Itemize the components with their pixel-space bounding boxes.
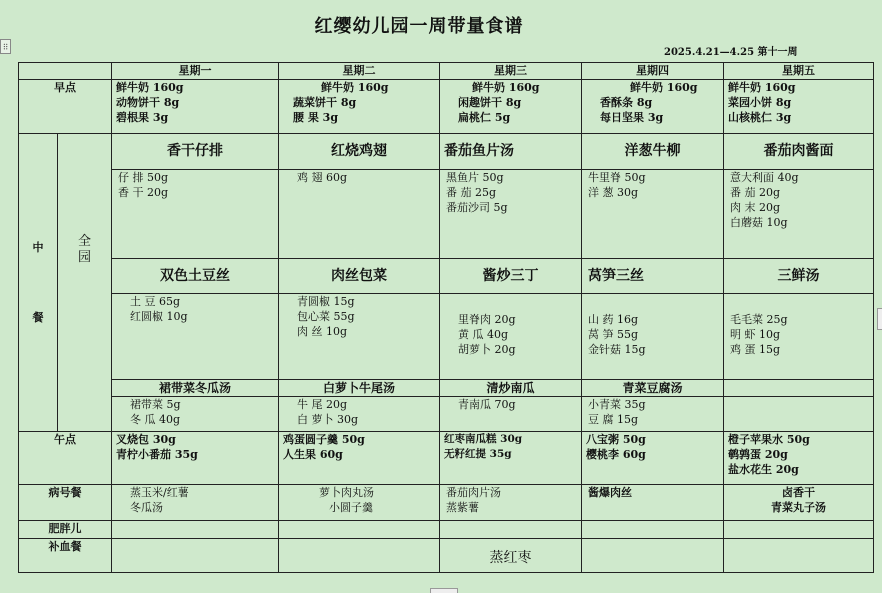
anemia-label: 补血餐 bbox=[19, 539, 112, 573]
lunch-dish-row-2 bbox=[19, 259, 874, 294]
sick-meal-fri: 卤香干 青菜丸子汤 bbox=[724, 485, 874, 521]
breakfast-label: 早点 bbox=[19, 80, 112, 134]
dish-fri-1: 番茄肉酱面 bbox=[724, 134, 874, 170]
obese-wed bbox=[440, 521, 582, 539]
day-header: 星期四 bbox=[582, 63, 724, 80]
weekly-menu-table bbox=[18, 62, 874, 573]
sick-meal-mon: 蒸玉米/红薯 冬瓜汤 bbox=[112, 485, 279, 521]
corner-cell bbox=[19, 63, 112, 80]
afternoon-wed: 红枣南瓜糕 30g 无籽红提 35g bbox=[440, 432, 582, 485]
anemia-tue bbox=[279, 539, 440, 573]
obese-row bbox=[19, 521, 874, 539]
afternoon-tue: 鸡蛋圆子羹 50g 人生果 60g bbox=[279, 432, 440, 485]
lunch-ingredient-row-1 bbox=[19, 170, 874, 259]
sick-meal-label: 病号餐 bbox=[19, 485, 112, 521]
lunch-ingredient-row-2 bbox=[19, 294, 874, 380]
breakfast-row bbox=[19, 80, 874, 134]
lunch-ingredient-row-3 bbox=[19, 397, 874, 432]
dish-thu-3: 青菜豆腐汤 bbox=[582, 380, 724, 397]
ingredients-wed-1: 黑鱼片 50g 番 茄 25g 番茄沙司 5g bbox=[440, 170, 582, 259]
ingredients-mon-1: 仔 排 50g 香 干 20g bbox=[112, 170, 279, 259]
dish-fri-2: 三鲜汤 bbox=[724, 259, 874, 294]
ingredients-mon-3: 裙带菜 5g 冬 瓜 40g bbox=[112, 397, 279, 432]
dish-tue-3: 白萝卜牛尾汤 bbox=[279, 380, 440, 397]
breakfast-thu: 鲜牛奶 160g 香酥条 8g 每日坚果 3g bbox=[582, 80, 724, 134]
breakfast-mon: 鲜牛奶 160g 动物饼干 8g 碧根果 3g bbox=[112, 80, 279, 134]
day-header: 星期五 bbox=[724, 63, 874, 80]
afternoon-label: 午点 bbox=[19, 432, 112, 485]
ingredients-tue-3: 牛 尾 20g 白 萝卜 30g bbox=[279, 397, 440, 432]
dish-fri-3 bbox=[724, 380, 874, 397]
anemia-fri bbox=[724, 539, 874, 573]
dish-thu-1: 洋葱牛柳 bbox=[582, 134, 724, 170]
anemia-mon bbox=[112, 539, 279, 573]
sick-meal-wed: 番茄肉片汤 蒸紫薯 bbox=[440, 485, 582, 521]
afternoon-row bbox=[19, 432, 874, 485]
ingredients-wed-3: 青南瓜 70g bbox=[440, 397, 582, 432]
day-header: 星期二 bbox=[279, 63, 440, 80]
day-header: 星期一 bbox=[112, 63, 279, 80]
sick-meal-row bbox=[19, 485, 874, 521]
ingredients-mon-2: 土 豆 65g 红圆椒 10g bbox=[112, 294, 279, 380]
dish-tue-2: 肉丝包菜 bbox=[279, 259, 440, 294]
afternoon-mon: 叉烧包 30g 青柠小番茄 35g bbox=[112, 432, 279, 485]
breakfast-tue: 鲜牛奶 160g 蔬菜饼干 8g 腰 果 3g bbox=[279, 80, 440, 134]
dish-mon-2: 双色土豆丝 bbox=[112, 259, 279, 294]
anemia-wed: 蒸红枣 bbox=[440, 539, 582, 573]
lunch-dish-row-1 bbox=[19, 134, 874, 170]
lunch-dish-row-3 bbox=[19, 380, 874, 397]
table-handle-icon[interactable]: ⠿ bbox=[0, 39, 11, 54]
sick-meal-thu: 酱爆肉丝 bbox=[582, 485, 724, 521]
anemia-thu bbox=[582, 539, 724, 573]
obese-mon bbox=[112, 521, 279, 539]
menu-title: 红缨幼儿园一周带量食谱 bbox=[314, 16, 524, 37]
sick-meal-tue: 萝卜肉丸汤 小圆子羹 bbox=[279, 485, 440, 521]
date-range: 2025.4.21—4.25 第十一周 bbox=[664, 47, 798, 58]
ingredients-tue-1: 鸡 翅 60g bbox=[279, 170, 440, 259]
breakfast-wed: 鲜牛奶 160g 闲趣饼干 8g 扁桃仁 5g bbox=[440, 80, 582, 134]
ingredients-thu-1: 牛里脊 50g 洋 葱 30g bbox=[582, 170, 724, 259]
ingredients-thu-2: 山 药 16g 莴 笋 55g 金针菇 15g bbox=[582, 294, 724, 380]
ingredients-wed-2: 里脊肉 20g 黄 瓜 40g 胡萝卜 20g bbox=[440, 294, 582, 380]
ingredients-fri-3 bbox=[724, 397, 874, 432]
obese-fri bbox=[724, 521, 874, 539]
ingredients-thu-3: 小青菜 35g 豆 腐 15g bbox=[582, 397, 724, 432]
dish-tue-1: 红烧鸡翅 bbox=[279, 134, 440, 170]
anemia-row bbox=[19, 539, 874, 573]
day-header: 星期三 bbox=[440, 63, 582, 80]
obese-label: 肥胖儿 bbox=[19, 521, 112, 539]
obese-thu bbox=[582, 521, 724, 539]
lunch-scope: 全 园 bbox=[58, 134, 112, 432]
dish-mon-3: 裙带菜冬瓜汤 bbox=[112, 380, 279, 397]
ingredients-fri-1: 意大利面 40g 番 茄 20g 肉 末 20g 白蘑菇 10g bbox=[724, 170, 874, 259]
dish-wed-2: 酱炒三丁 bbox=[440, 259, 582, 294]
dish-mon-1: 香干仔排 bbox=[112, 134, 279, 170]
afternoon-fri: 橙子苹果水 50g 鹌鹑蛋 20g 盐水花生 20g bbox=[724, 432, 874, 485]
afternoon-thu: 八宝粥 50g 樱桃李 60g bbox=[582, 432, 724, 485]
lunch-label: 中 餐 bbox=[19, 134, 58, 432]
ingredients-fri-2: 毛毛菜 25g 明 虾 10g 鸡 蛋 15g bbox=[724, 294, 874, 380]
dish-thu-2: 莴笋三丝 bbox=[582, 259, 724, 294]
dish-wed-3: 清炒南瓜 bbox=[440, 380, 582, 397]
right-resize-handle[interactable] bbox=[877, 308, 882, 330]
bottom-resize-handle[interactable] bbox=[430, 588, 458, 593]
obese-tue bbox=[279, 521, 440, 539]
ingredients-tue-2: 青圆椒 15g 包心菜 55g 肉 丝 10g bbox=[279, 294, 440, 380]
header-row bbox=[19, 63, 874, 80]
breakfast-fri: 鲜牛奶 160g 菜园小饼 8g 山核桃仁 3g bbox=[724, 80, 874, 134]
dish-wed-1: 番茄鱼片汤 bbox=[440, 134, 582, 170]
